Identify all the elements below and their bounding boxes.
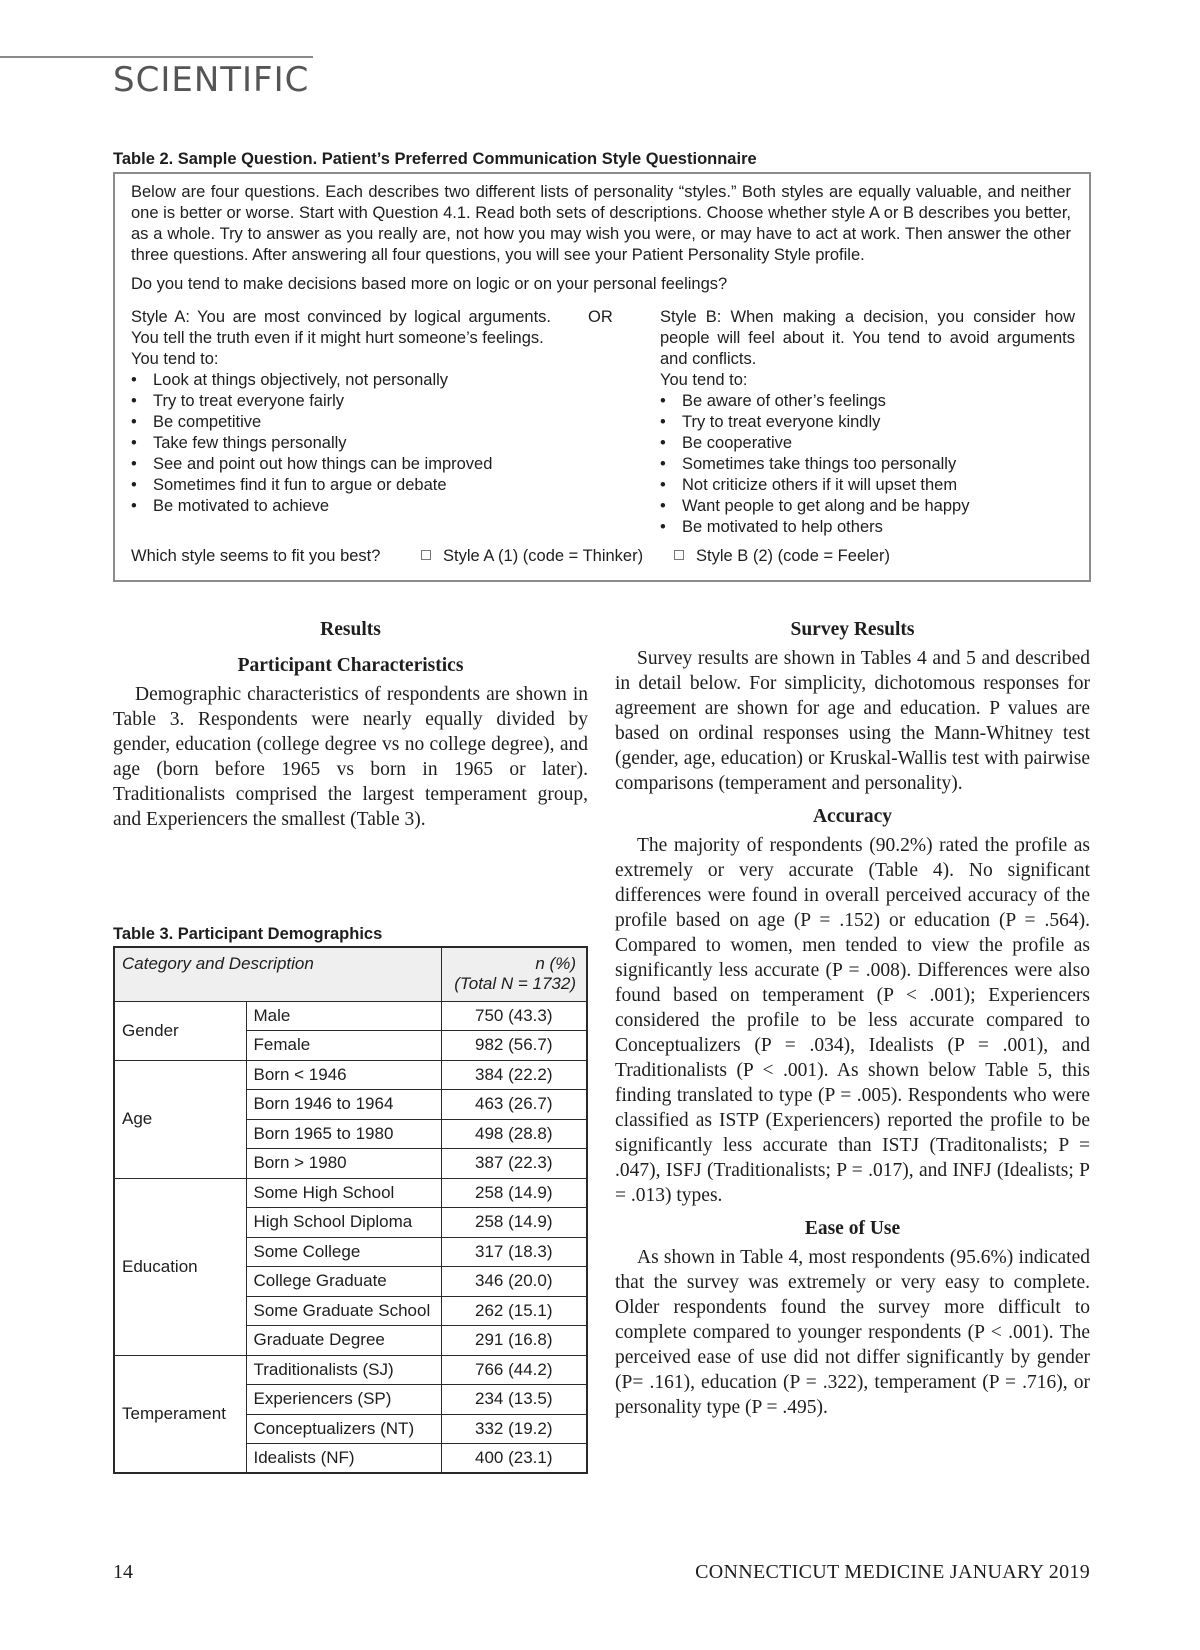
list-item: • Look at things objectively, not personally xyxy=(131,370,551,391)
style-b-list xyxy=(660,391,1075,538)
header-n-line1: n (%) xyxy=(535,954,576,973)
participant-heading: Participant Characteristics xyxy=(237,655,464,676)
value-cell: 384 (22.2) xyxy=(441,1060,587,1090)
option-b-label: Style B (2) (code = Feeler) xyxy=(696,547,890,565)
table3 xyxy=(113,946,588,1474)
style-a-tend-to: You tend to: xyxy=(131,350,219,368)
accuracy-paragraph: The majority of respondents (90.2%) rated the profile as extremely or very accurate (Table 4). No significant differences were found in overall perceived accuracy of the profile based on age (P = .152) or education (P = .564). Compared to women, men tended to view the profile as significantly less accurate (P = .008). Differences were also found based on temperament (P < .001); Experiencers considered the profile to be less accurate compared to Conceptualizers (P = .034), Idealists (P = .001), and Traditionalists (P < .001). As shown below Table 5, this finding translated to type (P = .005). Respondents who were classified as ISTP (Experiencers) reported the profile to be significantly less accurate than ISTJ (Traditonalists; P = .047), ISFJ (Traditionalists; P = .017), and INFJ (Idealists; P = .013) types. xyxy=(615,835,1090,1206)
table2-title: Table 2. Sample Question. Patient’s Preferred Communication Style Questionnaire xyxy=(113,150,757,168)
header-n-line2: (Total N = 1732) xyxy=(454,974,576,993)
value-cell: 346 (20.0) xyxy=(441,1267,587,1297)
style-b-tend-to: You tend to: xyxy=(660,371,748,389)
value-cell: 317 (18.3) xyxy=(441,1237,587,1267)
survey-results-paragraph: Survey results are shown in Tables 4 and 5 and described in detail below. For simplicity, dichotomous responses for agreement are shown for age and education. P values are based on ordinal responses using the Mann-Whitney test (gender, age, education) or Kruskal-Wallis test with pairwise comparisons (temperament and personality). xyxy=(615,648,1090,794)
desc-cell: Female xyxy=(246,1031,441,1061)
desc-cell: Born 1965 to 1980 xyxy=(246,1119,441,1149)
list-item: • Try to treat everyone kindly xyxy=(660,412,1075,433)
value-cell: 387 (22.3) xyxy=(441,1149,587,1179)
option-a-label: Style A (1) (code = Thinker) xyxy=(443,547,644,565)
category-cell: Education xyxy=(114,1178,246,1355)
option-style-a[interactable] xyxy=(421,546,643,567)
category-cell: Age xyxy=(114,1060,246,1178)
table2-intro: Below are four questions. Each describes two different lists of personality “styles.” Both styles are equally valuable, and neither one is better or worse. Start with Question 4.1. Read both sets of descriptions. Choose whether style A or B describes you better, as a whole. Try to answer as you really are, not how you may wish you were, or may have to act at work. Then answer the other three questions. After answering all four questions, you will see your Patient Personality Style profile. xyxy=(131,183,1071,264)
list-item: • Sometimes take things too personally xyxy=(660,454,1075,475)
category-cell: Temperament xyxy=(114,1355,246,1473)
list-item: • Take few things personally xyxy=(131,433,551,454)
value-cell: 258 (14.9) xyxy=(441,1178,587,1208)
journal-footer: CONNECTICUT MEDICINE JANUARY 2019 xyxy=(695,1561,1090,1583)
left-column xyxy=(113,617,588,832)
list-item: • Be aware of other’s feelings xyxy=(660,391,1075,412)
list-item: • Be cooperative xyxy=(660,433,1075,454)
checkbox-style-a[interactable] xyxy=(421,550,431,560)
survey-results-heading: Survey Results xyxy=(790,619,915,640)
table-row xyxy=(114,1355,587,1385)
list-item: • Try to treat everyone fairly xyxy=(131,391,551,412)
desc-cell: Male xyxy=(246,1001,441,1031)
desc-cell: Traditionalists (SJ) xyxy=(246,1355,441,1385)
accuracy-heading: Accuracy xyxy=(812,806,893,827)
desc-cell: Some Graduate School xyxy=(246,1296,441,1326)
style-b-column xyxy=(660,307,1075,538)
desc-cell: Born < 1946 xyxy=(246,1060,441,1090)
table2-box xyxy=(113,172,1091,582)
table-header-row xyxy=(114,947,587,1001)
value-cell: 332 (19.2) xyxy=(441,1414,587,1444)
checkbox-style-b[interactable] xyxy=(674,550,684,560)
list-item: • Be motivated to help others xyxy=(660,517,1075,538)
desc-cell: Conceptualizers (NT) xyxy=(246,1414,441,1444)
value-cell: 234 (13.5) xyxy=(441,1385,587,1415)
desc-cell: Some High School xyxy=(246,1178,441,1208)
value-cell: 262 (15.1) xyxy=(441,1296,587,1326)
desc-cell: Experiencers (SP) xyxy=(246,1385,441,1415)
style-a-column xyxy=(131,307,551,517)
ease-of-use-paragraph: As shown in Table 4, most respondents (95.6%) indicated that the survey was extremely or very easy to complete. Older respondents found the survey more difficult to complete compared to younger respondents (P < .001). The perceived ease of use did not differ significantly by gender (P= .161), education (P = .322), temperament (P = .716), or personality type (P = .495). xyxy=(615,1247,1090,1418)
table-row xyxy=(114,1060,587,1090)
list-item: • Want people to get along and be happy xyxy=(660,496,1075,517)
table3-title: Table 3. Participant Demographics xyxy=(113,925,383,943)
desc-cell: Idealists (NF) xyxy=(246,1444,441,1474)
footer-question: Which style seems to fit you best? xyxy=(131,547,381,565)
list-item: • Be competitive xyxy=(131,412,551,433)
table2-question: Do you tend to make decisions based more on logic or on your personal feelings? xyxy=(131,275,728,293)
style-b-description: Style B: When making a decision, you consider how people will feel about it. You tend to avoid arguments and conflicts. xyxy=(660,308,1075,368)
or-label: OR xyxy=(588,308,613,326)
table2-footer xyxy=(131,546,1071,568)
participant-paragraph: Demographic characteristics of respondents are shown in Table 3. Respondents were nearly equally divided by gender, education (college degree vs no college degree), and age (born before 1965 vs born in 1965 or later). Traditionalists comprised the largest temperament group, and Experiencers the smallest (Table 3). xyxy=(113,684,588,830)
value-cell: 750 (43.3) xyxy=(441,1001,587,1031)
option-style-b[interactable] xyxy=(674,546,890,567)
desc-cell: Some College xyxy=(246,1237,441,1267)
header-category: Category and Description xyxy=(114,947,441,1001)
header-rule xyxy=(0,56,313,58)
section-label: SCIENTIFIC xyxy=(113,60,310,100)
table-row xyxy=(114,1001,587,1031)
desc-cell: College Graduate xyxy=(246,1267,441,1297)
list-item: • See and point out how things can be improved xyxy=(131,454,551,475)
ease-of-use-heading: Ease of Use xyxy=(804,1218,901,1239)
desc-cell: Born > 1980 xyxy=(246,1149,441,1179)
desc-cell: Born 1946 to 1964 xyxy=(246,1090,441,1120)
value-cell: 498 (28.8) xyxy=(441,1119,587,1149)
value-cell: 766 (44.2) xyxy=(441,1355,587,1385)
results-heading: Results xyxy=(320,619,381,640)
desc-cell: Graduate Degree xyxy=(246,1326,441,1356)
right-column xyxy=(615,617,1090,1420)
category-cell: Gender xyxy=(114,1001,246,1060)
list-item: • Be motivated to achieve xyxy=(131,496,551,517)
style-a-list xyxy=(131,370,551,517)
list-item: • Sometimes find it fun to argue or debate xyxy=(131,475,551,496)
value-cell: 400 (23.1) xyxy=(441,1444,587,1474)
page-number: 14 xyxy=(113,1561,133,1583)
value-cell: 258 (14.9) xyxy=(441,1208,587,1238)
value-cell: 291 (16.8) xyxy=(441,1326,587,1356)
value-cell: 982 (56.7) xyxy=(441,1031,587,1061)
desc-cell: High School Diploma xyxy=(246,1208,441,1238)
style-a-description: Style A: You are most convinced by logical arguments. You tell the truth even if it might hurt someone’s feelings. xyxy=(131,308,551,347)
list-item: • Not criticize others if it will upset them xyxy=(660,475,1075,496)
value-cell: 463 (26.7) xyxy=(441,1090,587,1120)
table-row xyxy=(114,1178,587,1208)
header-n xyxy=(441,947,587,1001)
